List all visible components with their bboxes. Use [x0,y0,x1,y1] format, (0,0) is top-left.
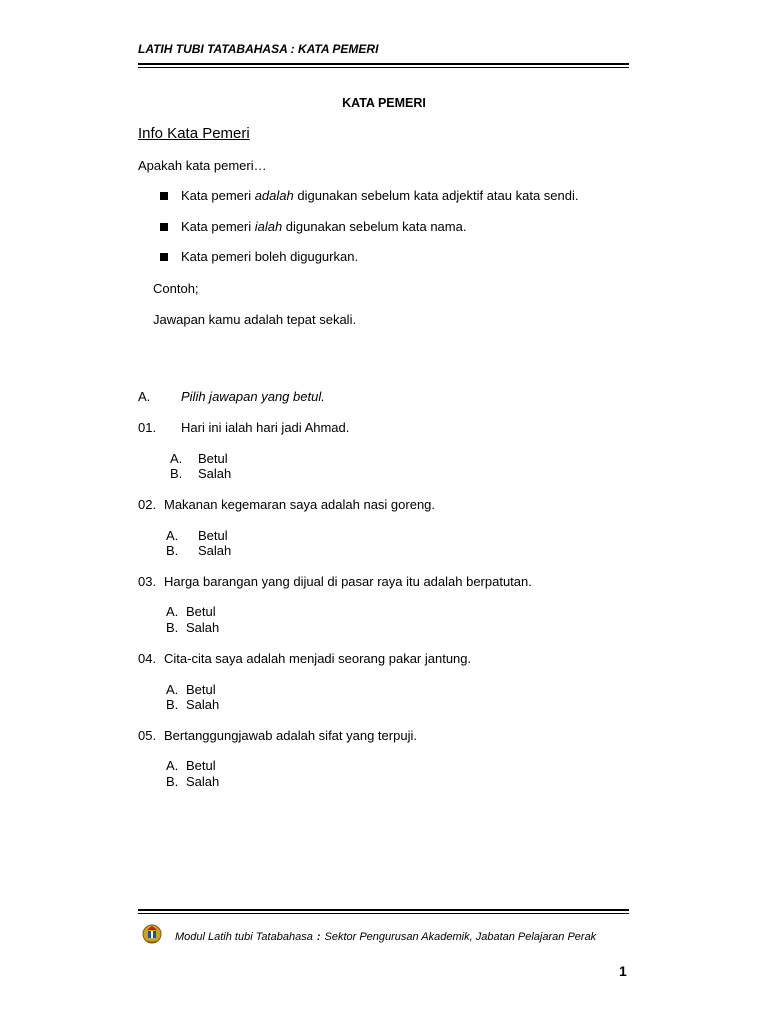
section-instruction: Pilih jawapan yang betul. [181,389,325,404]
option-b-text: Salah [198,543,232,558]
option-a-label: A. [166,604,179,619]
option-a-text: Betul [186,758,216,773]
question-number: 05. [138,728,157,743]
option-b-label: B. [166,697,179,712]
option-a-text: Betul [186,682,216,697]
example-text: Jawapan kamu adalah tepat sekali. [153,312,357,327]
option-b-text: Salah [186,620,220,635]
question-text: Hari ini ialah hari jadi Ahmad. [181,420,350,435]
question-text: Harga barangan yang dijual di pasar raya itu adalah berpatutan. [164,574,532,589]
square-bullet-icon [160,223,168,231]
document-title: KATA PEMERI [342,96,426,110]
header-title: LATIH TUBI TATABAHASA : KATA PEMERI [138,42,379,56]
square-bullet-icon [160,253,168,261]
option-b-text: Salah [198,466,232,481]
question-number: 04. [138,651,157,666]
question-text: Bertanggungjawab adalah sifat yang terpuji. [164,728,417,743]
option-b-label: B. [166,620,179,635]
question-text: Makanan kegemaran saya adalah nasi goreng. [164,497,436,512]
option-a-label: A. [166,682,179,697]
question-number: 02. [138,497,157,512]
option-a-text: Betul [186,604,216,619]
option-b-text: Salah [186,774,220,789]
header-rule-thick [138,63,629,65]
question-number: 01. [138,420,157,435]
option-a-text: Betul [198,528,228,543]
info-intro: Apakah kata pemeri… [138,158,267,173]
option-b-label: B. [166,774,179,789]
example-label: Contoh; [153,281,199,296]
question-text: Cita-cita saya adalah menjadi seorang pakar jantung. [164,651,472,666]
header-rule-thin [138,67,629,68]
footer-text: Modul Latih tubi Tatabahasa : Sektor Pengurusan Akademik, Jabatan Pelajaran Perak [175,931,597,943]
footer-rule-thick [138,909,629,911]
option-a-text: Betul [198,451,228,466]
bullet-text: Kata pemeri ialah digunakan sebelum kata nama. [181,219,467,234]
bullet-text: Kata pemeri adalah digunakan sebelum kata adjektif atau kata sendi. [181,188,579,203]
square-bullet-icon [160,192,168,200]
bullet-text: Kata pemeri boleh digugurkan. [181,249,359,264]
state-crest-logo [140,921,164,945]
footer-rule-thin [138,913,629,914]
option-b-label: B. [166,543,179,558]
option-a-label: A. [170,451,183,466]
option-a-label: A. [166,528,179,543]
question-number: 03. [138,574,157,589]
page-number: 1 [619,963,627,979]
option-a-label: A. [166,758,179,773]
option-b-text: Salah [186,697,220,712]
info-heading: Info Kata Pemeri [138,125,250,142]
section-label: A. [138,389,151,404]
option-b-label: B. [170,466,183,481]
